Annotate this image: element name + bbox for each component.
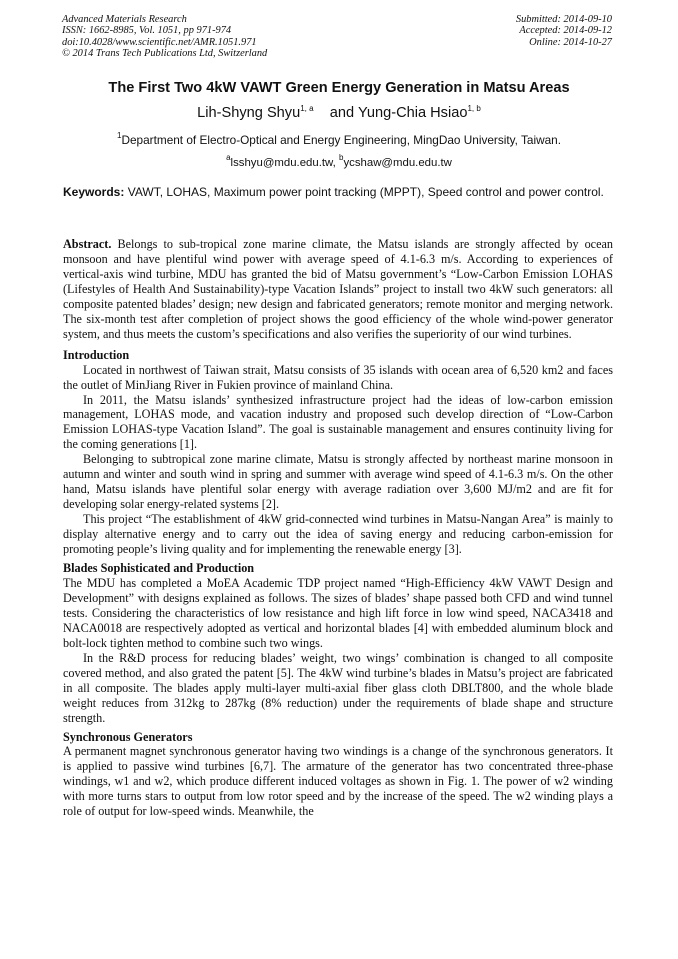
section-heading-blades: Blades Sophisticated and Production	[63, 561, 255, 576]
email-b-link[interactable]: ycshaw@mdu.edu.tw	[343, 157, 452, 169]
online-date: Online: 2014-10-27	[529, 36, 612, 48]
submitted-date: Submitted: 2014-09-10	[515, 14, 612, 25]
keywords-block	[63, 185, 613, 201]
keywords-text: VAWT, LOHAS, Maximum power point tracking (MPPT), Speed control and power control.	[127, 185, 604, 199]
author-connector: and	[329, 105, 355, 121]
journal-copyright: © 2014 Trans Tech Publications Ltd, Switzerland	[62, 48, 268, 60]
generators-paragraph-1: A permanent magnet synchronous generator having two windings is a change of the synchronous generators. It is applied to passive wind turbines [6,7]. The armature of the generator has two concentrated three-phase windings, w1 and w2, which produce different induced voltages as shown in Fig. 1. The power of w2 winding with more turns stars to output from low rotor speed and by the increase of the speed. The w2 winding plays a role of output for low-speed winds. Meanwhile, the	[63, 744, 613, 819]
journal-info	[62, 14, 267, 60]
author-1-name: Lih-Shyng Shyu	[197, 105, 301, 121]
email-b-sup: b	[339, 153, 344, 162]
keywords-label: Keywords:	[63, 185, 125, 199]
blades-paragraph-2: In the R&D process for reducing blades’ weight, two wings’ combination is changed to all composite covered method, and also grated the patent [5]. The 4kW wind turbine’s blades in Matsu’s project are fabricated in all composite. The blades apply multi-layer multi-axial fiber glass cloth DBLT800, and the whole blade weight reduces from 312kg to 287kg (8% reduction) under the requirements of blade shape and structure strength.	[63, 650, 613, 725]
author-line	[0, 104, 678, 121]
submission-dates	[516, 14, 612, 48]
intro-paragraph-4: This project “The establishment of 4kW grid-connected wind turbines in Matsu-Nangan Area” is mainly to display alternative energy and to carry out the idea of saving energy and reducing carbon-emission for promoting people’s living quality and for implementing the renewable energy [3].	[63, 512, 613, 557]
intro-paragraph-2: In 2011, the Matsu islands’ synthesized infrastructure project had the ideas of low-carbon emission management, LOHAS mode, and vacation industry and proposed such develop direction of “Low-Carbon Emission LOHAS-type Vacation Island”. The goal is sustainable management and ensures continuity living for the coming generations [1].	[63, 392, 613, 452]
paper-title: The First Two 4kW VAWT Green Energy Generation in Matsu Areas	[108, 80, 570, 96]
affiliation-text: Department of Electro-Optical and Energy Engineering, MingDao University, Taiwan.	[121, 133, 561, 147]
email-a-sup: a	[226, 153, 231, 162]
journal-doi: doi:10.4028/www.scientific.net/AMR.1051.971	[62, 36, 257, 48]
author-emails	[0, 153, 678, 169]
intro-paragraph-3: Belonging to subtropical zone marine climate, Matsu is strongly affected by northeast marine monsoon in autumn and winter and south wind in spring and summer with average wind speed of 4.1-6.3 m/s. On the other hand, Matsu islands have plentiful solar energy with average radiation over 3,600 MJ/m2 and are fit for developing solar energy-related systems [2].	[63, 452, 613, 512]
author-2-sup: 1, b	[467, 104, 481, 113]
author-2-name: Yung-Chia Hsiao	[357, 105, 468, 121]
accepted-date: Accepted: 2014-09-12	[519, 25, 612, 37]
journal-name: Advanced Materials Research	[62, 14, 187, 25]
email-a-link[interactable]: lsshyu@mdu.edu.tw,	[230, 157, 336, 169]
journal-issn: ISSN: 1662-8985, Vol. 1051, pp 971-974	[62, 25, 232, 37]
affiliation	[0, 131, 678, 147]
affiliation-sup: 1	[117, 131, 122, 140]
paper-body	[63, 237, 613, 819]
blades-paragraph-1: The MDU has completed a MoEA Academic TDP project named “High-Efficiency 4kW VAWT Design and Development” with designs explained as follows. The sizes of blades’ shape passed both CFD and wind tunnel tests. Considering the characteristics of low resistance and high lift force in low wind speed, NACA3418 and NACA0018 are respectively adopted as vertical and horizontal blades [4] with embedded aluminum block and bolt-lock tighten method to combine such two wings.	[63, 575, 613, 650]
section-heading-introduction: Introduction	[63, 347, 130, 362]
abstract-text: Belongs to sub-tropical zone marine climate, the Matsu islands are strongly affected by ocean monsoon and have plentiful wind power with average speed of 4.1-6.3 m/s. According to experiences of vertical-axis wind turbine, MDU has granted the bid of Matsu government’s “Low-Carbon Emission LOHAS (Lifestyles of Health And Sustainability)-type Vacation Islands” project to install two 4kW such generators: all composite patented blades’ design; new design and fabricated generators; remote monitor and merging network. The six-month test after completion of project shows the good efficiency of the whole wind-power generator system, and thus meets the custom’s specifications and also verifies the superiority of our wind turbines.	[63, 237, 613, 341]
intro-paragraph-1: Located in northwest of Taiwan strait, Matsu consists of 35 islands with ocean area of 6,520 km2 and faces the outlet of MinJiang River in Fukien province of mainland China.	[63, 362, 613, 392]
section-heading-generators: Synchronous Generators	[63, 729, 193, 744]
author-1-sup: 1, a	[300, 104, 314, 113]
abstract-label: Abstract.	[63, 237, 112, 251]
abstract-paragraph	[63, 237, 613, 342]
